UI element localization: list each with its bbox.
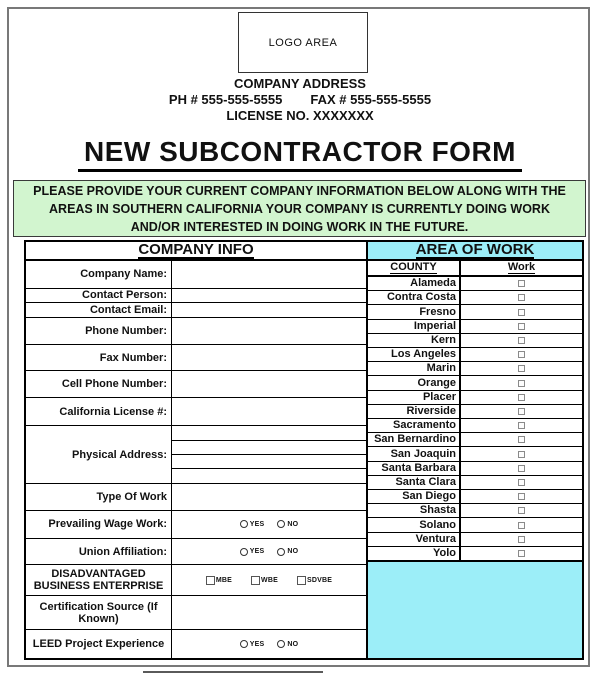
radio-circle-icon[interactable] [277,520,285,528]
instructions-line-3: AND/OR INTERESTED IN DOING WORK IN THE FUTURE. [130,219,469,234]
radio-prevailing-wage-work-yes[interactable] [240,520,265,528]
field-label: DISADVANTAGED BUSINESS ENTERPRISE [26,565,172,595]
work-cell [461,320,582,333]
radio-label: YES [249,548,265,555]
county-row-los-angeles [368,348,582,362]
work-cell [461,504,582,517]
field-row-phone-number [26,318,366,345]
county-name: Contra Costa [368,291,461,304]
county-column-header: COUNTY [368,261,461,275]
work-column-header: Work [507,261,536,273]
field-label: Prevailing Wage Work: [26,511,172,538]
county-row-ventura [368,533,582,547]
radio-label: NO [287,520,299,528]
instructions-banner [13,180,586,237]
checkbox-county-kern[interactable] [518,337,525,344]
field-row-disadvantaged-business-enterprise [26,565,366,596]
checkbox-county-fresno[interactable] [518,309,525,316]
work-cell [461,376,582,389]
yesno-choice [172,539,366,565]
input-contact-email[interactable] [172,303,366,317]
company-info-table [24,261,368,660]
work-cell [461,334,582,347]
county-row-santa-clara [368,476,582,490]
field-row-type-of-work [26,484,366,511]
work-cell [461,419,582,432]
checkbox-county-solano[interactable] [518,522,525,529]
county-name: Riverside [368,405,461,418]
yesno-choice [172,511,366,538]
checkbox-county-santa-clara[interactable] [518,479,525,486]
county-name: Fresno [368,305,461,318]
radio-circle-icon[interactable] [240,548,248,556]
work-cell [461,277,582,290]
field-label: Company Name: [26,261,172,288]
radio-circle-icon[interactable] [240,520,248,528]
checkbox-county-shasta[interactable] [518,507,525,514]
area-of-work-table [368,261,584,660]
checkbox-icon[interactable] [297,576,306,585]
radio-circle-icon[interactable] [240,640,248,648]
address-line-3[interactable] [172,455,366,469]
field-label: Contact Person: [26,289,172,302]
checkbox-county-san-bernardino[interactable] [518,436,525,443]
checkbox-county-marin[interactable] [518,365,525,372]
county-name: Los Angeles [368,348,461,361]
county-name: San Joaquin [368,447,461,460]
input-type-of-work[interactable] [172,484,366,510]
county-name: Santa Barbara [368,462,461,475]
radio-union-affiliation-no[interactable] [277,548,298,556]
radio-label: NO [287,640,299,648]
checkbox-county-san-diego[interactable] [518,493,525,500]
radio-leed-project-experience-yes[interactable] [240,640,265,648]
fax-number: FAX # 555-555-5555 [310,92,432,107]
county-header-row [368,261,582,277]
work-cell [461,490,582,503]
input-certification-source-if-known[interactable] [172,596,366,629]
area-of-work-blank-region [368,560,582,658]
input-phone-number[interactable] [172,318,366,344]
radio-circle-icon[interactable] [277,640,285,648]
input-contact-person[interactable] [172,289,366,302]
address-line-2[interactable] [172,441,366,455]
county-name: Orange [368,376,461,389]
field-label: California License #: [26,398,172,425]
radio-label: YES [249,520,265,528]
county-row-marin [368,362,582,376]
county-row-contra-costa [368,291,582,305]
checkbox-label: WBE [261,576,278,584]
checkbox-county-santa-barbara[interactable] [518,465,525,472]
county-row-placer [368,391,582,405]
county-row-shasta [368,504,582,518]
county-name: Shasta [368,504,461,517]
address-line-4[interactable] [172,469,366,482]
license-number: LICENSE NO. XXXXXXX [226,108,374,123]
field-label: Union Affiliation: [26,539,172,565]
address-line-1[interactable] [172,426,366,440]
work-cell [461,433,582,446]
work-cell [461,305,582,318]
work-cell [461,362,582,375]
field-row-certification-source-if-known [26,596,366,630]
radio-leed-project-experience-no[interactable] [277,640,298,648]
field-label: Physical Address: [26,426,172,483]
field-label: Phone Number: [26,318,172,344]
field-label: Certification Source (If Known) [26,596,172,629]
county-row-san-bernardino [368,433,582,447]
work-cell [461,547,582,560]
field-row-contact-person [26,289,366,303]
checkbox-icon[interactable] [206,576,215,585]
county-row-sacramento [368,419,582,433]
checkbox-wbe[interactable] [251,576,278,585]
checkbox-county-orange[interactable] [518,380,525,387]
county-row-san-joaquin [368,447,582,461]
county-name: San Bernardino [368,433,461,446]
checkbox-county-sacramento[interactable] [518,422,525,429]
county-name: San Diego [368,490,461,503]
input-physical-address[interactable] [172,426,366,483]
company-info-header: COMPANY INFO [26,242,368,259]
work-cell [461,462,582,475]
field-row-contact-email [26,303,366,318]
checkbox-county-alameda[interactable] [518,280,525,287]
checkbox-choice [172,565,366,595]
radio-label: YES [249,640,265,648]
field-row-company-name [26,261,366,289]
checkbox-county-contra-costa[interactable] [518,294,525,301]
section-header-row [24,240,584,261]
input-fax-number[interactable] [172,345,366,371]
county-row-imperial [368,320,582,334]
checkbox-county-placer[interactable] [518,394,525,401]
county-name: Solano [368,518,461,531]
county-name: Ventura [368,533,461,546]
area-of-work-header: AREA OF WORK [368,242,582,259]
field-label: Type Of Work [26,484,172,510]
field-row-physical-address [26,426,366,484]
page-edge-artifact-line [143,671,323,673]
county-name: Kern [368,334,461,347]
county-row-san-diego [368,490,582,504]
field-label: LEED Project Experience [26,630,172,658]
field-row-union-affiliation [26,539,366,566]
company-address: COMPANY ADDRESS [234,76,366,91]
radio-label: NO [287,548,299,555]
county-row-solano [368,518,582,532]
radio-circle-icon[interactable] [277,548,285,556]
input-company-name[interactable] [172,261,366,288]
work-cell [461,476,582,489]
yesno-choice [172,630,366,658]
field-row-leed-project-experience [26,630,366,658]
work-cell [461,447,582,460]
county-row-kern [368,334,582,348]
instructions-line-1: PLEASE PROVIDE YOUR CURRENT COMPANY INFORMATION BELOW ALONG WITH THE [33,183,566,198]
phone-number: PH # 555-555-5555 [168,92,283,107]
work-cell [461,405,582,418]
county-name: Santa Clara [368,476,461,489]
county-row-orange [368,376,582,390]
checkbox-county-ventura[interactable] [518,536,525,543]
checkbox-label: SDVBE [306,576,333,584]
phone-fax-line [0,92,600,107]
county-row-riverside [368,405,582,419]
checkbox-county-san-joaquin[interactable] [518,451,525,458]
checkbox-county-imperial[interactable] [518,323,525,330]
checkbox-icon[interactable] [251,576,260,585]
county-name: Alameda [368,277,461,290]
checkbox-sdvbe[interactable] [297,576,332,585]
county-name: Imperial [368,320,461,333]
checkbox-label: MBE [215,576,233,584]
work-cell [461,391,582,404]
work-cell [461,291,582,304]
county-name: Sacramento [368,419,461,432]
instructions-line-2: AREAS IN SOUTHERN CALIFORNIA YOUR COMPANY IS CURRENTLY DOING WORK [49,201,550,216]
work-cell [461,533,582,546]
radio-prevailing-wage-work-no[interactable] [277,520,298,528]
field-row-cell-phone-number [26,371,366,398]
field-row-prevailing-wage-work [26,511,366,539]
checkbox-county-los-angeles[interactable] [518,351,525,358]
county-row-alameda [368,277,582,291]
county-row-santa-barbara [368,462,582,476]
checkbox-mbe[interactable] [206,576,232,585]
work-cell [461,348,582,361]
field-row-california-license [26,398,366,426]
county-name: Yolo [368,547,461,560]
checkbox-county-riverside[interactable] [518,408,525,415]
logo-area-label: LOGO AREA [268,36,338,49]
input-california-license[interactable] [172,398,366,425]
field-row-fax-number [26,345,366,372]
checkbox-county-yolo[interactable] [518,550,525,557]
field-label: Contact Email: [26,303,172,317]
field-label: Fax Number: [26,345,172,371]
county-row-fresno [368,305,582,319]
county-name: Placer [368,391,461,404]
county-row-yolo [368,547,582,560]
input-cell-phone-number[interactable] [172,371,366,397]
form-title: NEW SUBCONTRACTOR FORM [78,136,522,172]
county-name: Marin [368,362,461,375]
logo-area-box [238,12,368,73]
work-cell [461,518,582,531]
radio-union-affiliation-yes[interactable] [240,548,265,556]
field-label: Cell Phone Number: [26,371,172,397]
